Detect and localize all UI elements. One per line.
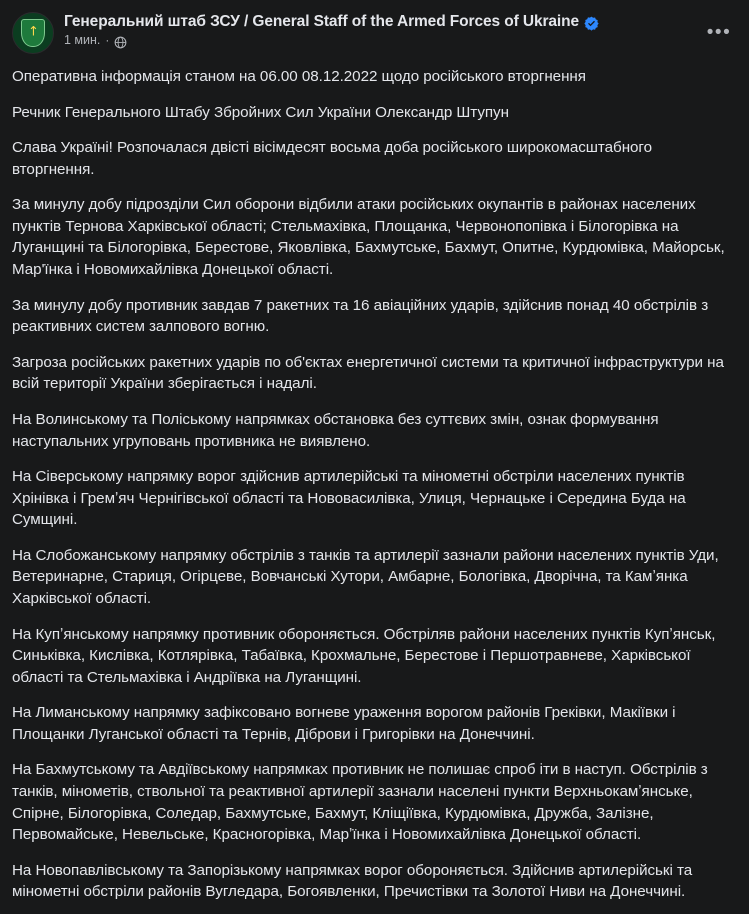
post-paragraph: На Сіверському напрямку ворог здійснив артилерійські та мінометні обстріли населених пунктів Хрінівка і Гремʼяч Чернігівської області та Нововасилівка, Улиця, Чернацьке і Середина Буда на Сумщині. [12,468,686,529]
post-paragraph: За минулу добу противник завдав 7 ракетних та 16 авіаційних ударів, здійснив понад 40 обстрілів з реактивних систем залпового вогню. [12,296,709,336]
page-name[interactable]: Генеральний штаб ЗСУ / General Staff of the Armed Forces of Ukraine [64,13,580,30]
post-paragraph: На Бахмутському та Авдіївському напрямках противник не полишає спроб іти в наступ. Обстрілів з танків, мінометів, ствольної та реактивної артилерії зазнали населені пункти Верхньокамʼянське, Спірне, Білогорівка, Соледар, Бахмутське, Бахмут, Кліщіївка, Курдюмівка, Дружба, Залізне, Первомайське, Невельське, Красногорівка, Марʼїнка і Новомихайлівка Донецької області. [12,761,708,844]
page-name-row [64,13,737,31]
post-paragraph: На Купʼянському напрямку противник обороняється. Обстріляв райони населених пунктів Купʼянськ, Синьківка, Кислівка, Котлярівка, Табаївка, Крохмальне, Берестове і Першотравневе, Харківської області та Стельмахівка і Андріївка на Луганщині. [12,625,716,686]
post-paragraph: На Новопавлівському та Запорізькому напрямках ворог обороняється. Здійснив артилерійські та мінометні обстріли районів Вугледара, Богоявленки, Пречистівки та Золотої Ниви на Донеччині. [12,861,693,901]
post-paragraph: За минулу добу підрозділи Сил оборони відбили атаки російських окупантів в районах населених пунктів Тернова Харківської області; Стельмахівка, Площанка, Червонопопівка і Білогорівка на Луганщині та Білогорівка, Берестове, Яковлівка, Бахмутське, Бахмут, Опитне, Курдюмівка, Майорськ, Мар'їнка і Новомихайлівка Донецької області. [12,196,725,279]
globe-public-icon[interactable] [114,36,127,49]
post-paragraph: Оперативна інформація станом на 06.00 08.12.2022 щодо російського вторгнення [12,68,586,85]
post-paragraph: На Лиманському напрямку зафіксовано вогневе ураження ворогом районів Греківки, Макіївки і Площанки Луганської області та Тернів, Діброви і Григорівки на Донеччині. [12,704,676,743]
post-header [12,10,737,60]
post-paragraph: На Слобожанському напрямку обстрілів з танків та артилерії зазнали райони населених пунктів Уди, Ветеринарне, Стариця, Огірцеве, Вовчанські Хутори, Амбарне, Бологівка, Дворічна, та Камʼянка Харківської області. [12,546,719,607]
ukraine-trident-emblem-icon: ↑ [21,19,45,47]
post-paragraph: Речник Генерального Штабу Збройних Сил України Олександр Штупун [12,103,509,121]
post-meta [64,33,737,47]
post-paragraph: Слава Україні! Розпочалася двісті вісімдесят восьма доба російського широкомасштабного вторгнення. [12,139,652,178]
post-paragraph: Загроза російських ракетних ударів по об'єктах енергетичної системи та критичної інфраструктури на всій території України зберігається і надалі. [12,353,724,393]
post-header-text [64,12,737,47]
post-paragraph: На Волинському та Поліському напрямках обстановка без суттєвих змін, ознак формування наступальних угруповань противника не виявлено. [12,410,659,450]
verified-badge-icon [584,16,599,31]
post-more-options-button[interactable]: ••• [706,21,732,43]
post-timestamp[interactable]: 1 мин. [64,33,101,47]
post-body [12,60,737,903]
meta-separator: · [105,33,110,47]
avatar[interactable] [12,12,54,54]
